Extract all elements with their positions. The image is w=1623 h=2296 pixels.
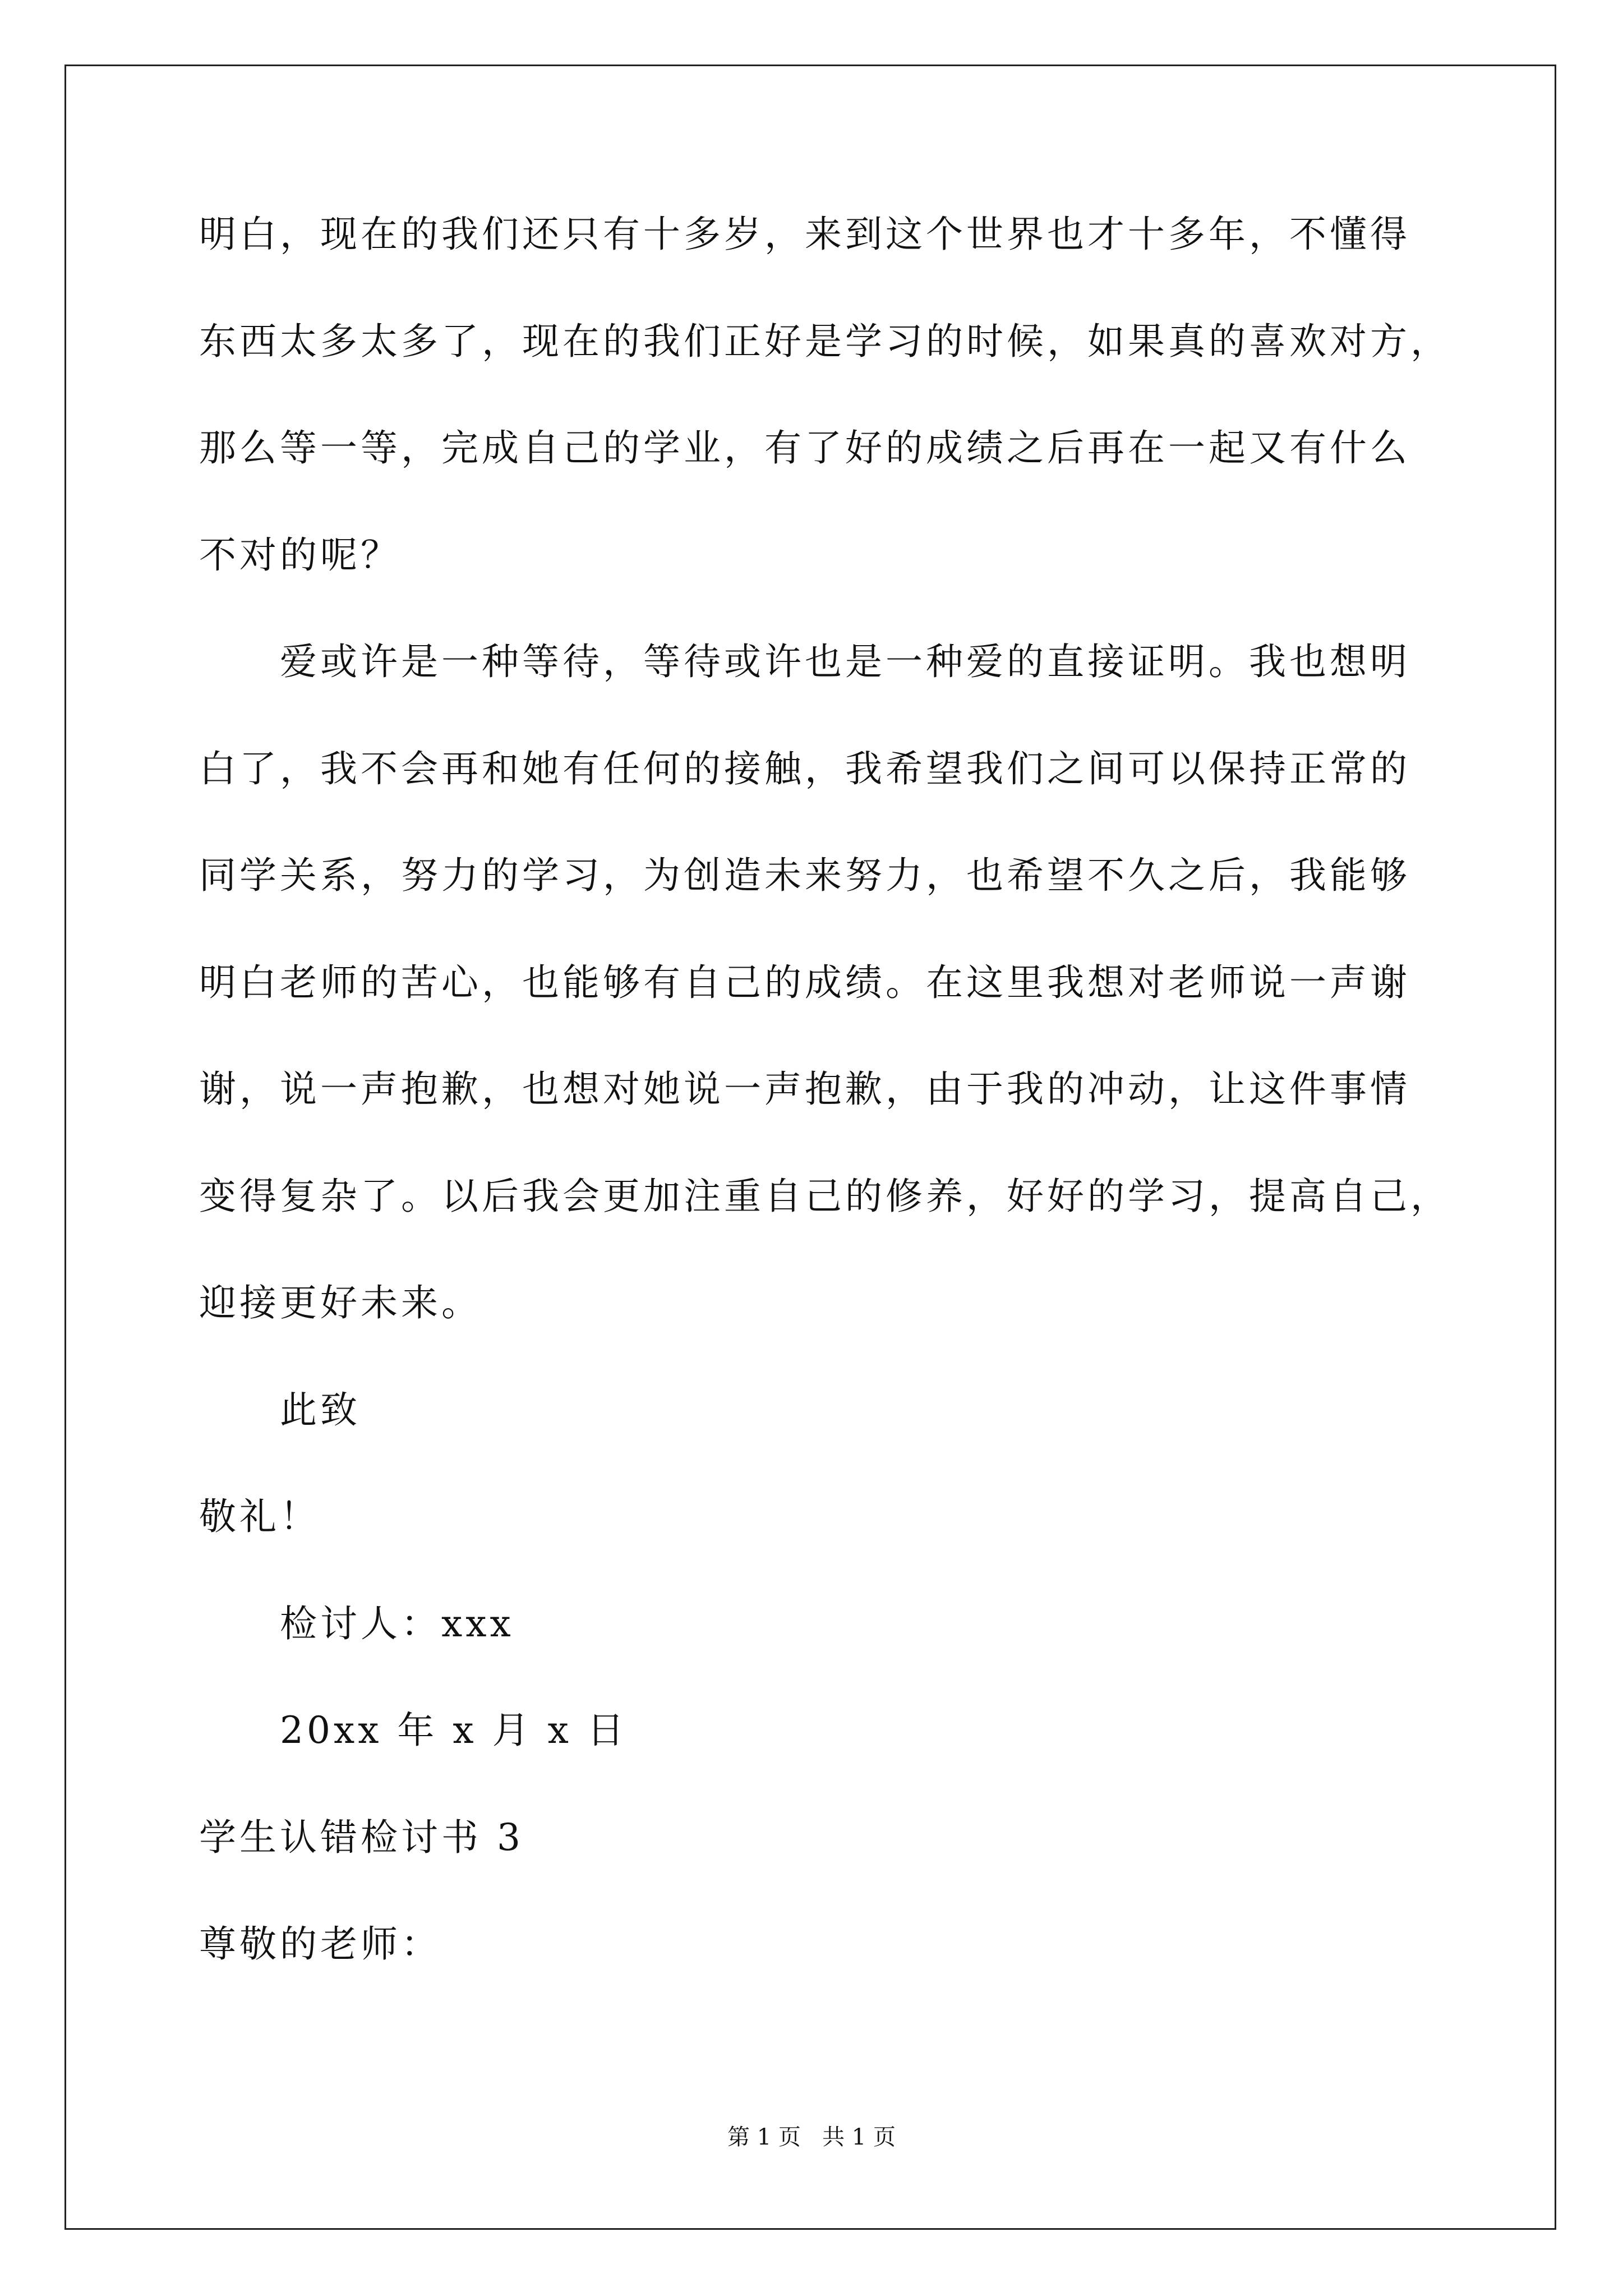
paragraph-2-line: 明白老师的苦心，也能够有自己的成绩。在这里我想对老师说一声谢 — [199, 960, 1410, 1004]
paragraph-1-line: 明白，现在的我们还只有十多岁，来到这个世界也才十多年，不懂得 — [199, 213, 1410, 256]
paragraph-2-line: 迎接更好未来。 — [199, 1281, 482, 1324]
paragraph-1-line: 那么等一等，完成自己的学业，有了好的成绩之后再在一起又有什么 — [199, 426, 1410, 470]
paragraph-1-line: 不对的呢？ — [199, 533, 401, 577]
document-body — [199, 213, 1461, 2033]
salute-line: 敬礼！ — [199, 1495, 320, 1538]
page-footer: 第 1 页 共 1 页 — [727, 2124, 896, 2150]
paragraph-2-line: 爱或许是一种等待，等待或许也是一种爱的直接证明。我也想明 — [280, 640, 1410, 683]
paragraph-2-line: 同学关系，努力的学习，为创造未来努力，也希望不久之后，我能够 — [199, 854, 1410, 897]
greeting-line: 尊敬的老师： — [199, 1922, 441, 1966]
paragraph-1-line: 东西太多太多了，现在的我们正好是学习的时候，如果真的喜欢对方， — [199, 319, 1451, 363]
closing-line: 此致 — [280, 1388, 361, 1432]
signature-line: 检讨人：xxx — [280, 1602, 514, 1645]
paragraph-2-line: 谢，说一声抱歉，也想对她说一声抱歉，由于我的冲动，让这件事情 — [199, 1068, 1410, 1111]
paragraph-2-line: 变得复杂了。以后我会更加注重自己的修养，好好的学习，提高自己， — [199, 1174, 1451, 1218]
paragraph-2-line: 白了，我不会再和她有任何的接触，我希望我们之间可以保持正常的 — [199, 747, 1410, 790]
section-title: 学生认错检讨书 3 — [199, 1815, 524, 1859]
date-line: 20xx 年 x 月 x 日 — [280, 1709, 628, 1752]
